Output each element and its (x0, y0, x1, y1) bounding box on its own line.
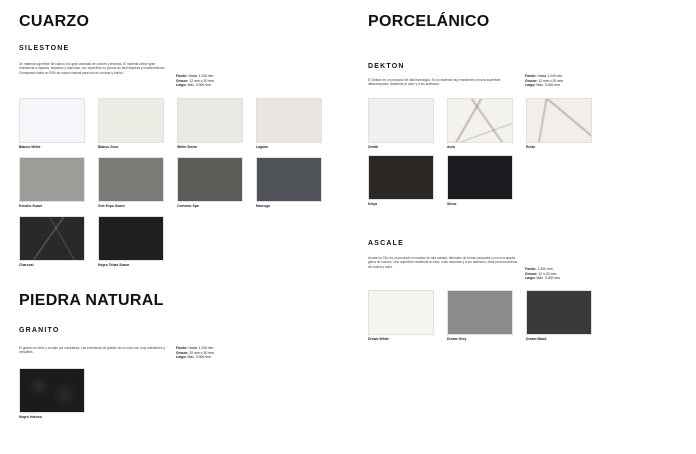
ascale-specs (525, 267, 560, 281)
granito-specs (176, 346, 214, 360)
subheading-silestone: SILESTONE (19, 45, 70, 52)
spec-value: Máx. 3.200 mm (535, 276, 560, 281)
spec-key: Fondo: (176, 74, 188, 78)
swatch-label: Charcoal (19, 263, 34, 267)
swatch-label: Sirius (447, 202, 457, 206)
swatch-label: Blanco Zeus (98, 145, 119, 149)
spec-value: Máx. 3.000 mm (186, 355, 211, 360)
swatch-label: Entzo (526, 145, 536, 149)
material-swatch (19, 98, 85, 143)
spec-key: Largo: (176, 83, 187, 88)
section-title-cuarzo: CUARZO (19, 13, 90, 30)
swatch-label: Dream Black (526, 337, 547, 341)
spec-value: Máx. 3.000 mm (186, 83, 211, 88)
spec-key: Grosor: (525, 271, 538, 276)
subheading-ascale: ASCALE (368, 240, 404, 247)
spec-value: 12 o 20 mm (537, 271, 557, 276)
spec-value: Hasta 1.240 mm (536, 74, 563, 78)
spec-value: 12 mm o 20 mm (537, 78, 563, 83)
material-swatch (526, 98, 592, 143)
material-swatch (19, 216, 85, 261)
swatch-label: Marengo (256, 204, 271, 208)
subheading-granito: GRANITO (19, 327, 60, 334)
swatch-label: White Storm (177, 145, 197, 149)
spec-value: 1.400 mm (536, 267, 553, 271)
swatch-label: Negro Intenso (19, 415, 42, 419)
section-title-porcelanico: PORCELÁNICO (368, 13, 490, 30)
material-swatch (19, 157, 85, 202)
granito-description: El granito es bello y cumple por naturaleza. Las encimeras de granito de su color son muy resistentes y versátiles. (19, 346, 165, 355)
material-swatch (19, 368, 85, 413)
spec-line (525, 276, 560, 281)
ascale-description: Ascale by TAU es un producto innovador de alta calidad, fabricado de forma compacta y con una amplia gama de colores. Una superficie resistente al calor, a las manchas y a los arañazos, ideal para encimeras de cocina y baño. (368, 256, 518, 269)
silestone-description: Un material superficie de cuarzo con gran variedad de colores y texturas. El material ofrece gran resistencia a rayados, impactos y manchas, con superficie no porosa de fácil limpieza y mantenimiento. Compuesto hasta un 90% de cuarzo natural para uso en cocinas y baños. (19, 62, 166, 75)
swatch-label: Gris Expo Suave (98, 204, 125, 208)
swatch-label: Blanco White (19, 145, 41, 149)
material-swatch (447, 290, 513, 335)
spec-key: Largo: (525, 276, 536, 281)
swatch-label: Lagoon (256, 145, 269, 149)
spec-value: Hasta 1.240 mm (187, 346, 214, 350)
spec-key: Fondo: (525, 267, 537, 271)
dekton-description: El Dekton es un producto de alta tecnología. Es un material muy resistente con una superficie ultracompacta, resistente al calor y a los arañazos. (368, 78, 501, 87)
dekton-specs (525, 74, 563, 88)
spec-value: 20 mm o 30 mm (188, 350, 214, 355)
swatch-label: Negro Tebas Suave (98, 263, 130, 267)
material-swatch (447, 155, 513, 200)
swatch-label: Kelya (368, 202, 378, 206)
spec-key: Grosor: (176, 350, 189, 355)
material-swatch (98, 98, 164, 143)
swatch-label: Zenith (368, 145, 379, 149)
spec-value: 12 mm o 20 mm (188, 78, 214, 83)
material-swatch (526, 290, 592, 335)
material-swatch (177, 157, 243, 202)
spec-key: Grosor: (525, 78, 538, 83)
silestone-specs (176, 74, 214, 88)
material-swatch (256, 157, 322, 202)
swatch-label: Dream White (368, 337, 389, 341)
material-swatch (368, 98, 434, 143)
spec-key: Largo: (525, 83, 536, 88)
material-swatch (177, 98, 243, 143)
spec-line (176, 355, 214, 360)
spec-value: Hasta 1.240 mm (187, 74, 214, 78)
swatch-label: Aura (447, 145, 455, 149)
material-swatch (98, 157, 164, 202)
spec-key: Grosor: (176, 78, 189, 83)
section-title-piedra-natural: PIEDRA NATURAL (19, 292, 164, 309)
swatch-label: Kensho Suave (19, 204, 43, 208)
spec-key: Fondo: (525, 74, 537, 78)
swatch-label: Dream Grey (447, 337, 467, 341)
spec-line (525, 83, 563, 88)
material-swatch (447, 98, 513, 143)
swatch-label: Cemento Spa (177, 204, 199, 208)
spec-line (176, 83, 214, 88)
spec-key: Fondo: (176, 346, 188, 350)
material-swatch (368, 155, 434, 200)
subheading-dekton: DEKTON (368, 63, 405, 70)
material-swatch (368, 290, 434, 335)
material-swatch (256, 98, 322, 143)
material-swatch (98, 216, 164, 261)
spec-key: Largo: (176, 355, 187, 360)
spec-value: Máx. 3.000 mm (535, 83, 560, 88)
